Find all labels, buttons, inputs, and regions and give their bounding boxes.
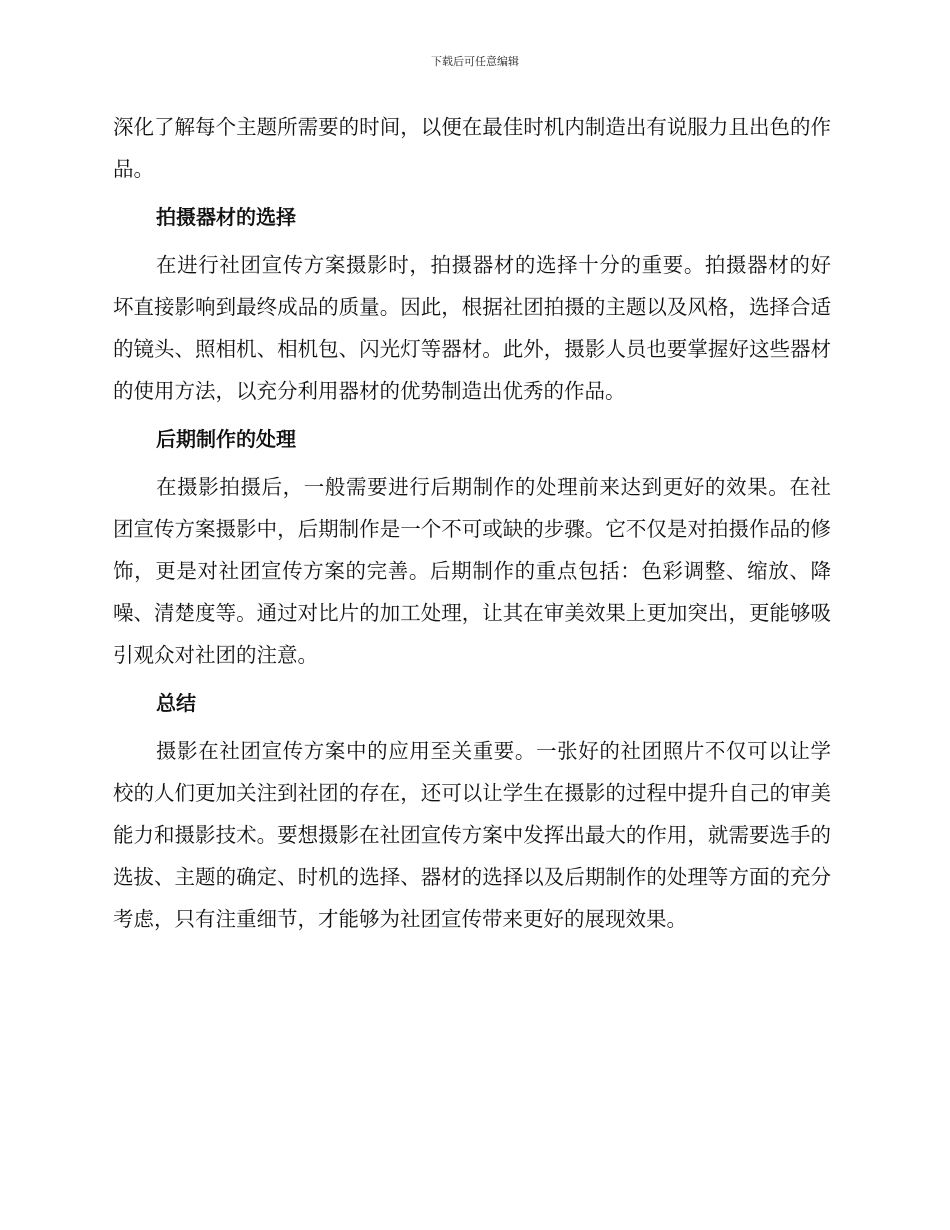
section-paragraph-equipment: 在进行社团宣传方案摄影时，拍摄器材的选择十分的重要。拍摄器材的好坏直接影响到最终成品的质量。因此，根据社团拍摄的主题以及风格，选择合适的镜头、照相机、相机包、闪光灯等器材。此外，摄影人员也要掌握好这些器材的使用方法，以充分利用器材的优势制造出优秀的作品。 [113,253,831,403]
section-paragraph-post-production: 在摄影拍摄后，一般需要进行后期制作的处理前来达到更好的效果。在社团宣传方案摄影中，后期制作是一个不可或缺的步骤。它不仅是对拍摄作品的修饰，更是对社团宣传方案的完善。后期制作的重点包括：色彩调整、缩放、降噪、清楚度等。通过对比片的加工处理，让其在审美效果上更加突出，更能够吸引观众对社团的注意。 [113,475,831,667]
section-heading-post-production: 后期制作的处理 [156,427,296,451]
section-heading-equipment: 拍摄器材的选择 [156,205,296,229]
document-body [113,106,831,940]
page-header: 下载后可任意编辑 [431,55,519,68]
section-heading-summary: 总结 [156,691,196,715]
section-paragraph-summary: 摄影在社团宣传方案中的应用至关重要。一张好的社团照片不仅可以让学校的人们更加关注到社团的存在，还可以让学生在摄影的过程中提升自己的审美能力和摄影技术。要想摄影在社团宣传方案中发挥出最大的作用，就需要选手的选拔、主题的确定、时机的选择、器材的选择以及后期制作的处理等方面的充分考虑，只有注重细节，才能够为社团宣传带来更好的展现效果。 [113,739,831,931]
intro-paragraph: 深化了解每个主题所需要的时间，以便在最佳时机内制造出有说服力且出色的作品。 [113,115,831,181]
